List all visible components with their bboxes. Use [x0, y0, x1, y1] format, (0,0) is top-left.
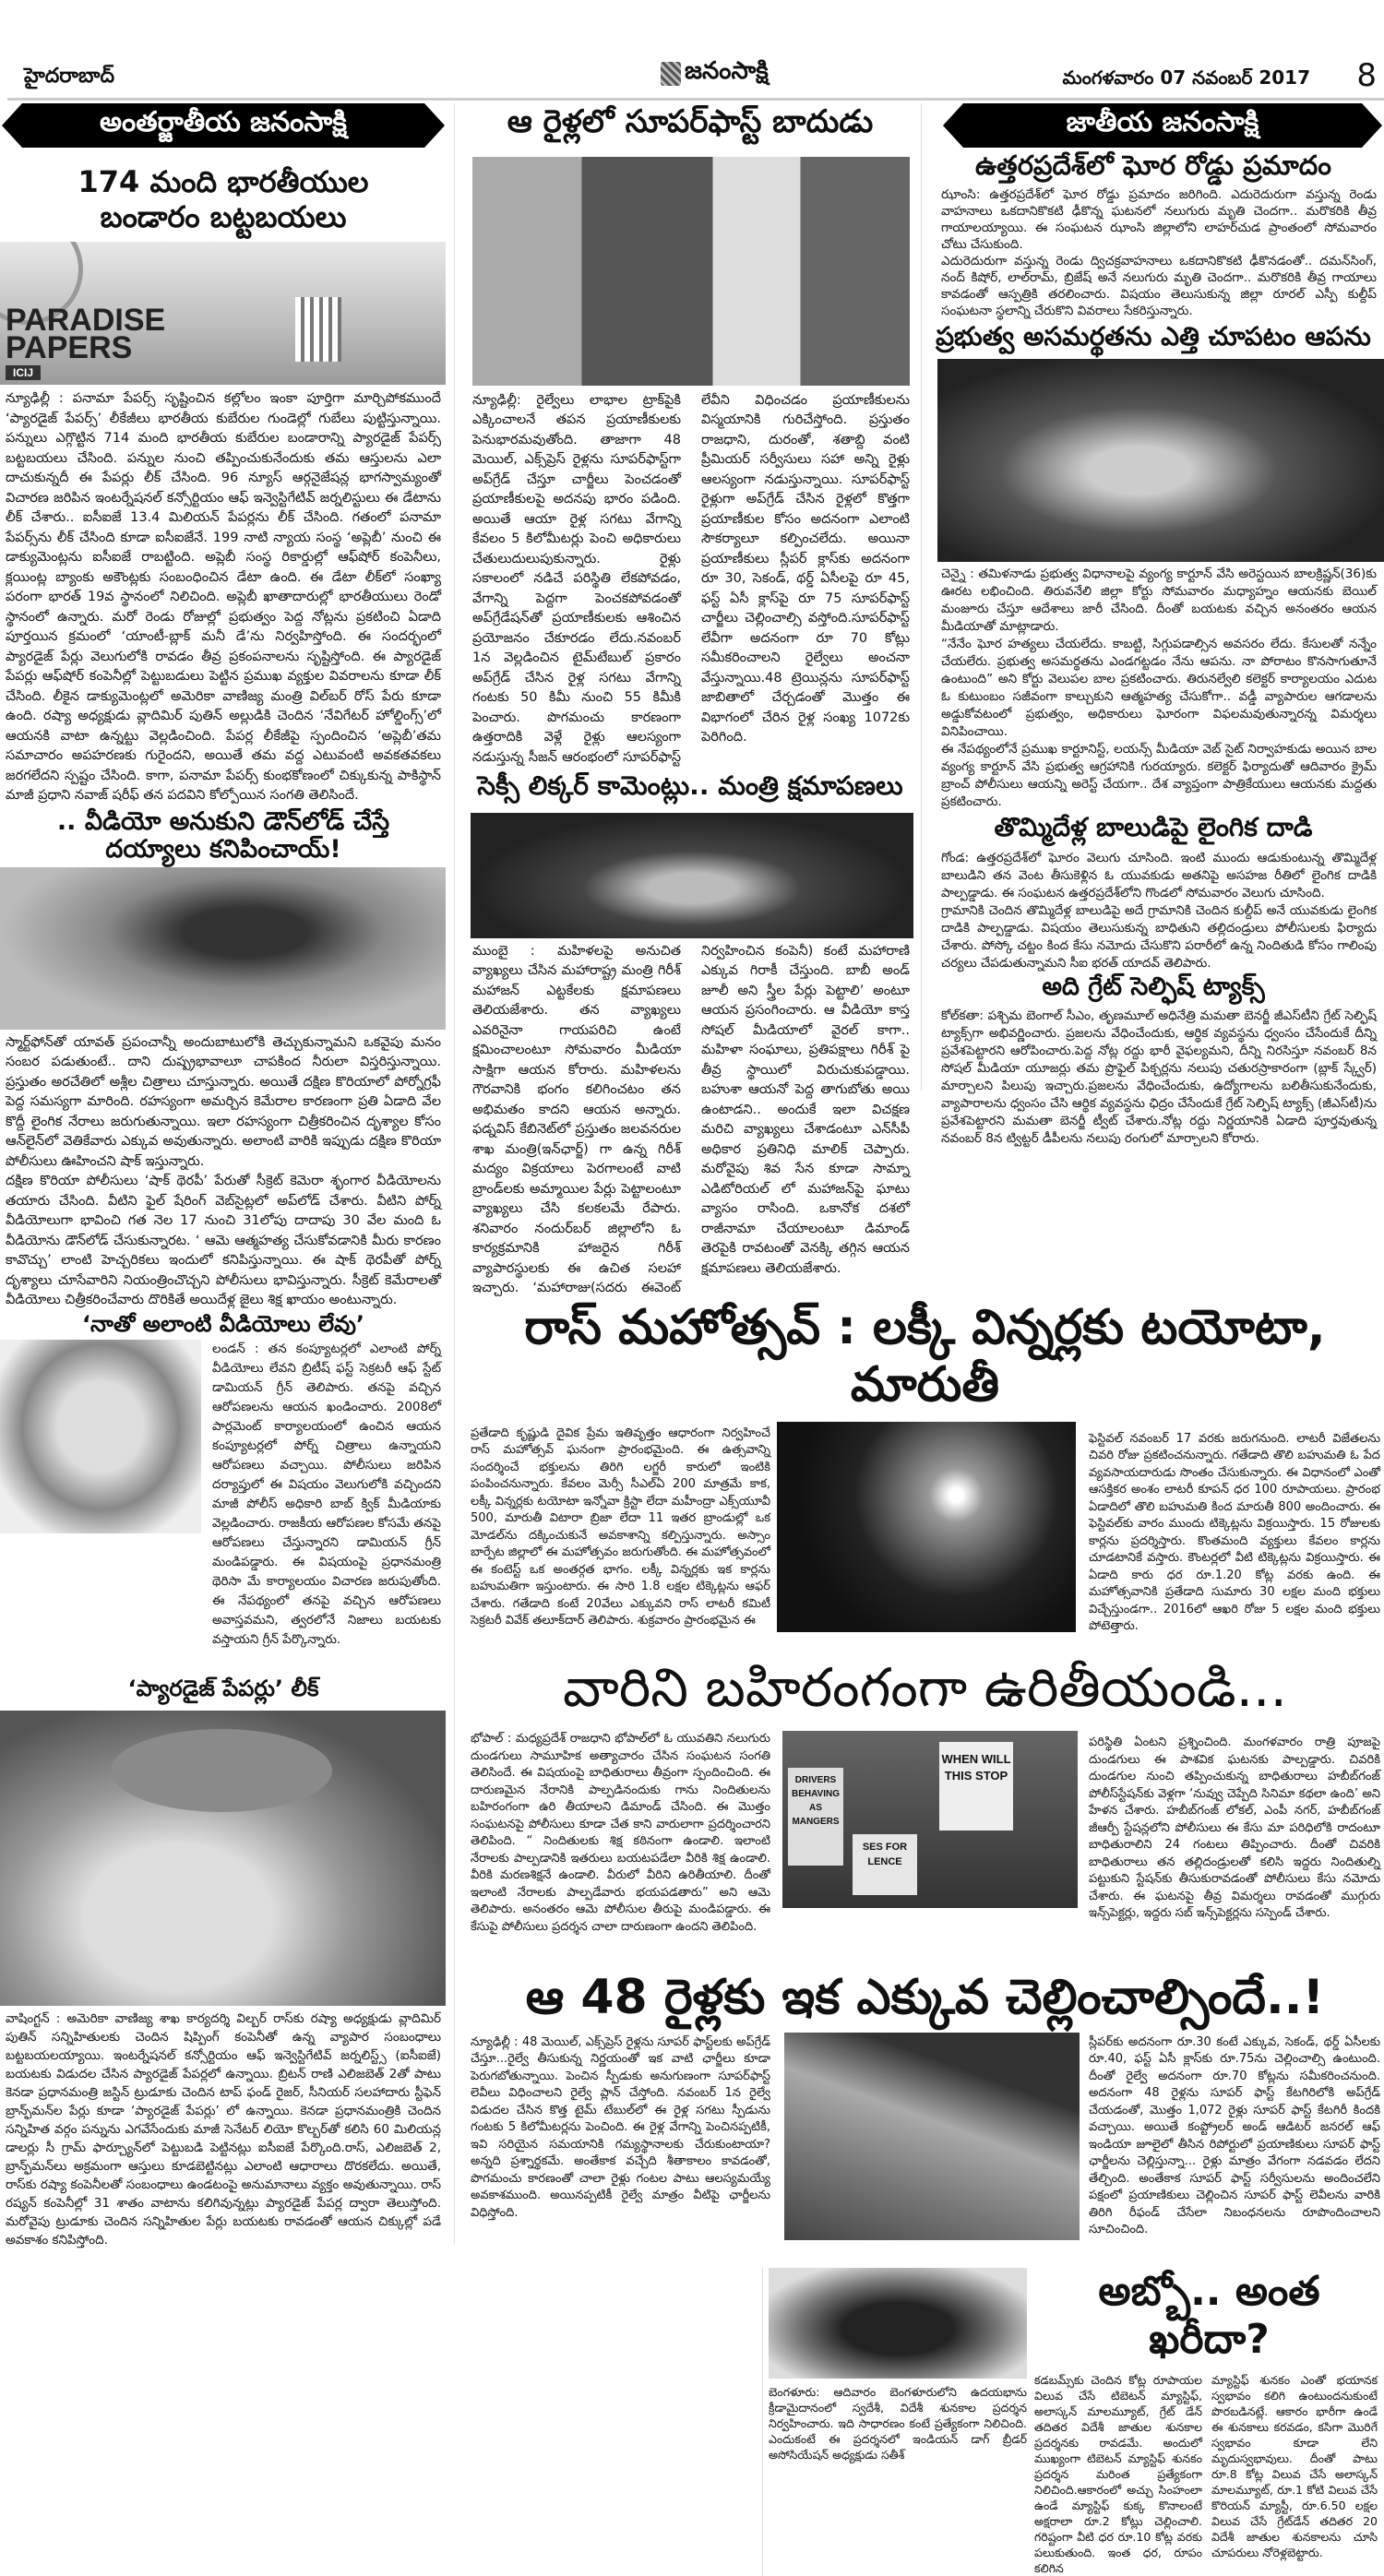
article-body-fare-left: న్యూఢిల్లీ : 48 మెయిల్‌, ఎక్స్‌ప్రెస్‌ రైళ్లను సూపర్‌ ఫాస్ట్‌లకు అప్‌గ్రేడ్‌ చేస్తూ...రైల్వే తీసుకున్న నిర్ణయంతో ఇక వాటి ఛార్జీలు కూడా పెరుగబోతున్నాయి. పెంచిన స్పీడుకు అనుగుణంగా సూపర్‌ఫాస్ట్‌ లెవీలు విధించాలని రైల్వే ప్లాన్‌ చేస్తోంది. నవంబర్‌ 1న రైల్వే విడుదల చేసిన కొత్త టైమ్‌ టేబుల్‌లో ఈ రైళ్ల సగటు స్పీడును గంటకు 5 కిలోమీటర్లను పెంచింది. ఈ రైళ్ల వేగాన్ని పెంచినప్పటికీ, ఇవి సరియైన సమయానికి గమ్యస్థానాలకు చేరుకుంటాయా? అన్నది ప్రశ్నార్థకమే. అంతేకాక వచ్చేది శీతాకాలం కావడంతో, పొగమంచు కారణంతో చాలా రైళ్లు గంటల పాటు ఆలస్యమయ్యే అవకాశముంది. అయినప్పటికీ రైల్వే మాత్రం వీటిపై ఛార్జీలను విధిస్తోంది.: [471, 2034, 770, 2220]
paradise-papers-image: [0, 242, 446, 385]
train-coach-image: [784, 2033, 1080, 2240]
ras-article-row: [466, 1422, 1384, 1636]
article-body-ras-left: ప్రతేడాది కృష్ణుడి దైవిక ప్రేమ ఇతివృత్తం ఆధారంగా నిర్వహించే రాస్‌ మహోత్సవ్‌ ఘనంగా ప్రారంభమైంది. ఈ ఉత్సవాన్ని సందర్శించే భక్తులను తిరిగి లగ్జరీ కారులో ఇంటికి పంపించనున్నారు. కేవలం మెర్సీ సీఎల్‌ఏ 200 మాత్రమే కాక, లక్కీ విన్నర్లకు టయోటా ఇన్నోవా క్రిస్టా లేదా మహీంద్రా ఎక్స్‌యూవీ 500, మారుతీ విటారా బ్రిజా లేదా 11 ఇతర బ్రాండుల్లో ఒక మోడల్‌ను దక్కించుకునే అవకాశాన్ని కల్పిస్తున్నారు. అస్సాం బార్పేట జిల్లాలో ఈ మహోత్సవం జరుగుతోంది. ఈ మహోత్సవంలో ఈ కంటెస్ట్‌ ఒక అంతర్గత భాగం. లక్కీ విన్నర్లకు ఇక కార్లను బహుమతిగా ఇస్తుంటారు. ఈ సారి 1.8 లక్షల టిక్కెట్లను ఆఫర్‌ చేశారు. గతేడాది కంటే 20వేలు ఎక్కువని రాస్‌ లాటరీ కమిటీ సెక్రటరీ వివేక్‌ తలూక్‌దార్‌ తెలిపారు. శుక్రవారం ప్రారంభమైన ఈ: [471, 1425, 770, 1628]
article-body-cartoonist: [941, 566, 1377, 811]
paragraph: స్మార్ట్‌ఫోన్‌తో యావత్‌ ప్రపంచాన్నీ అందుబాటులోకి తెచ్చుకున్నామని ఒకవైపు మనం సంబర పడుతుంటే.. దాని దుష్ప్రభావాలూ చాపకింద నీరులా విస్తరిస్తున్నాయి. ప్రస్తుతం అరచేతిలో అశ్లీల చిత్రాలు చూస్తున్నారు. అయితే దక్షిణ కొరియాలో పోర్నోగ్రఫీ పెద్ద సమస్యగా మారింది. రహస్యంగా అమర్చిన కెమేరాల కారణంగా ప్రతి ఏడాది వేల కొద్దీ లైంగిక నేరాలు జరుగుతున్నాయి. ఇలా రహస్యంగా చిత్రీకరించిన దృశ్యాల కోసం ఆన్‌లైన్‌లో వెతికేవారు ఎక్కువ అవుతున్నారు. అలాంటి వారికి ఇప్పుడు దక్షిణ కొరియా పోలీసులు ఊహించని షాక్‌ ఇస్తున్నారు.: [6, 1034, 441, 1169]
headline-hang-them: వారిని బహిరంగంగా ఉరితీయండి...: [563, 1655, 1287, 1719]
article-body-boy-assault: [941, 850, 1377, 972]
beach-chair-icon: [295, 297, 341, 362]
headline-cartoonist: ప్రభుత్వ అసమర్థతను ఎత్తి చూపటం ఆపను: [936, 320, 1371, 352]
protest-sign: WHEN WILL THIS STOP: [939, 1742, 1013, 1831]
headline-video: [0, 808, 447, 864]
masthead: [661, 57, 769, 90]
video-still-image: [0, 867, 446, 1030]
article-body-hang-right: పరిస్థితి ఏంటని ప్రశ్నించింది. మంగళవారం రాత్రి పూజపై దుండగులు ఈ పాశవిక ఘటనకు పాల్పడ్డారు. చివరికి దుండగుల నుంచి తప్పించుకున్న బాధితురాలు హబీబ్‌గంజ్‌ పోలీస్‌స్టేషన్‌కు వెళ్లగా ‘నువ్వు చెప్పేది సినిమా కథలా ఉంది’ అని హేళన చేశారు. హబీబ్‌గంజ్‌ లోకల్‌, ఎంపీ నగర్‌, హబీబ్‌గంజ్‌ జీఆర్పీ స్టేషన్లలోని పోలీసులు ఈ కేసు మా పరిధిలోకి రాదంటూ బాధితురాలిని 24 గంటలు తిప్పించారు. దీంతో చివరికి బాధితురాలు తన తల్లిదండ్రులతో కలిసి ఇద్దరు నిందితుల్ని పట్టుకుని స్టేషన్‌కు తీసుకురావడంతో పోలీసులు కేసు నమోదు చేశారు. ఈ ఘటనపై తీవ్ర విమర్శలు రావడంతో ముగ్గురు ఇన్స్‌పెక్టర్లు, ఇద్దరు సబ్‌ ఇన్స్‌పెక్టర్లను సస్పెండ్‌ చేశారు.: [1089, 1735, 1380, 1921]
cartoonist-bala-photo: [937, 359, 1384, 562]
headline-line: దయ్యాలు కనిపించాయ్‌!: [105, 834, 341, 864]
logo-line: PARADISE: [6, 303, 166, 338]
article-body-accident: [941, 186, 1377, 319]
headline-accident: ఉత్తరప్రదేశ్‌లో ఘోర రోడ్డు ప్రమాదం: [975, 149, 1331, 181]
top-columns: [466, 103, 1384, 1299]
article-body-superfast: న్యూఢిల్లీ: రైల్వేలు లాభాల ట్రాక్‌పైకి ఎక్కించాలనే తపన ప్రయాణీకులకు పెనుభారమవుతోంది. తాజాగా 48 మెయిల్‌, ఎక్స్‌ప్రెస్‌ రైళ్లను సూపర్‌ఫాస్ట్‌గా అప్‌గ్రేడ్‌ చేస్తూ చార్జీలు పెంచడంతో ప్రయాణీకులపై అదనపు భారం పడింది. అయితే ఆయా రైళ్ల సగటు వేగాన్ని కేవలం 5 కిలోమీటర్లు పెంచి అధికారులు చేతులుదులుపుకున్నారు. రైళ్లు సకాలంలో నడిచే పరిస్థితి లేకపోవడం, వేగాన్ని పెద్దగా పెంచకపోవడంతో అప్‌గ్రేడేషన్‌తో ప్రయాణీకులకు ఆశించిన ప్రయోజనం చేకూరడం లేదు.నవంబర్‌ 1న వెల్లడించిన టైమ్‌టేబుల్‌ ప్రకారం అప్‌గ్రేడ్‌ చేసిన రైళ్ల సగటు వేగాన్ని గంటకు 50 కిమీ నుంచి 55 కిమీకి పెంచారు. పొగమంచు కారణంగా ఉత్తరాదికి వెళ్లే రైళ్లు ఆలస్యంగా నడుస్తున్న సీజన్‌ ఆరంభంలో సూపర్‌ఫాస్ట్‌ లేవీని విధించడం ప్రయాణీకులను విస్మయానికి గురిచేస్తోంది. ప్రస్తుతం రాజధాని, దురంతో, శతాబ్ది వంటి ప్రీమియర్‌ సర్వీసులు సహా అన్ని రైళ్లు ఆలస్యంగా నడుస్తున్నాయి. సూపర్‌ఫాస్ట్‌ రైళ్లుగా అప్‌గ్రేడ్‌ చేసిన రైళ్లలో కొత్తగా ప్రయాణీకుల కోసం అదనంగా ఎలాంటి సౌకర్యాలూ కల్పించలేదు. అయినా ప్రయాణీకులు స్లీపర్‌ క్లాస్‌కు అదనంగా రూ 30, సెకండ్‌, థర్డ్‌ ఏసీలపై రూ 45, ఫస్ట్‌ ఏసీ క్లాస్‌పై రూ 75 సూపర్‌ఫాస్ట్‌ చార్జీలు చెల్లించాల్సి వస్తోంది.సూపర్‌ఫాస్ట్‌ లేవీగా అదనంగా రూ 70 కోట్లు సమీకరించాలని రైల్వేలు అంచనా వేస్తున్నాయి.48 ట్రెయిన్లను సూపర్‌ఫాస్ట్‌ జాబితాలో చేర్చడంతో మొత్తం ఈ విభాగంలో చేరిన రైళ్ల సంఖ్య 1072కు పెరిగింది.: [472, 392, 910, 765]
page-number: 8: [1356, 57, 1377, 94]
left-column: [0, 103, 447, 2249]
article-body-gst: కోల్‌కతా: పశ్చిమ బెంగాల్‌ సీఎం, తృణమూల్‌ అధినేత్రి మమతా బెనర్జీ జీఎస్‌టీని గ్రేట్‌ సెల్ఫిష్‌ ట్యాక్స్‌గా అభివర్ణించారు. ప్రజలను వేధించేందుకు, ఆర్థిక వ్యవస్థను ధ్వంసం చేసేందుకే దీన్ని ప్రవేశపెట్టారని ఆరోపించారు.పెద్ద నోట్ల రద్దు భారీ వైఫల్యమని, దీన్ని నిరసిస్తూ నవంబర్‌ 8న సోషల్‌ మీడియా యూజర్లు తమ ప్రొఫైల్‌ పిక్చర్లను నలుపు చతురస్రాకారంగా (బ్లాక్‌ స్క్వేర్‌) మార్చాలని పిలుపు ఇచ్చారు.ప్రజలను వేధించేందుకు, ఉద్యోగాలను బలితీసుకునేందుకు, వ్యాపారాలను ధ్వంసం చేసి ఆర్థిక వ్యవస్థను ఛిద్రం చేసేందుకే గ్రేట్‌ సెల్ఫిష్‌ ట్యాక్స్‌ (జీఎస్‌టీ)ను ప్రవేశపెట్టారని మమతా బెనర్జీ ట్వీట్‌ చేశారు.నోట్ల రద్దు నిర్ణయానికి ఏడాది పూర్తవుతున్న నవంబర్‌ 8న ట్విట్టర్‌ డీపీలను నలుపు రంగులో మార్చాలని కోరారు.: [941, 1008, 1377, 1147]
dog-text-row: [1034, 2372, 1384, 2576]
headline-48-trains: ఆ 48 రైళ్లకు ఇక ఎక్కువ చెల్లించాల్సిందే..!: [525, 1970, 1325, 2026]
paragraph: గోండ: ఉత్తరప్రదేశ్‌లో ఘోరం వెలుగు చూసింది. ఇంటి ముందు ఆడుకుంటున్న తొమ్మిదేళ్ల బాలుడిని తన వెంట తీసుకెళ్లిన ఓ యువకుడు అతనిపై అసహజ రీతిలో లైంగిక దాడికి పాల్పడ్డాడు. ఈ సంఘటన ఉత్తరప్రదేశ్‌లోని గొండలో సోమవారం వెలుగు చూసింది.: [941, 850, 1377, 900]
city-label: హైదరాబాద్: [24, 65, 114, 88]
icij-badge: ICIJ: [6, 365, 41, 380]
issue-date: మంగళవారం 07 నవంబర్ 2017: [1062, 66, 1310, 89]
headline-gst: అది గ్రేట్‌ సెల్ఫిష్‌ ట్యాక్స్‌: [1042, 972, 1265, 1001]
protest-sign: DRIVERS BEHAVING AS MANGERS: [788, 1768, 843, 1866]
article-body-paradise: న్యూఢిల్లీ : పనామా పేపర్స్‌ సృష్టించిన కల్లోలం ఇంకా పూర్తిగా మార్చిపోకముందే ‘ప్యారడైజ్‌ పేపర్స్‌’ లీకేజీలు భారతీయ కుబేరుల గుండెల్లో గుబేలు పుట్టిస్తున్నాయి. పన్నులు ఎగ్గొట్టిన 714 మంది భారతీయ కుబేరుల బండారాన్ని ప్యారడైజ్‌ పేపర్స్‌ బట్టబయలు చేసింది. పన్నుల నుంచి తప్పించుకునేందుకు తమ ఆస్తులను ఎలా దాచుకున్నదీ ఈ పేపర్లు లీక్‌ చేసింది. 96 న్యూస్‌ ఆర్గనైజేషన్ల భాగస్వామ్యంతో విచారణ జరిపిన ఇంటర్నేషనల్‌ కన్సోర్టియం ఆఫ్‌ ఇన్వెస్టిగేటివ్‌ జర్నలిస్టులు ఈ డేటాను లీక్‌ చేశారు.. ఐసీఐజే 13.4 మిలియన్‌ పేపర్లను లీక్‌ చేసింది. గతంలో పనామా పేపర్స్‌ను లీక్‌ చేసింది కూడా ఐసీఐజేనే. 199 నాటి న్యాయ సంస్థ ‘అప్లెబీ’ నుంచి ఈ డాక్యుమెంట్లను ఐసీఐజే రాబట్టింది. అప్లెబీ సంస్థ రికార్డుల్లో ఆఫ్‌షోర్‌ కంపెనీలు, క్లయింట్ల బ్యాంకు అకౌంట్లకు సంబంధించిన డేటా ఉంది. ఈ డేటా లీక్‌లో సంఖ్యా పరంగా భారత్‌ 19వ స్థానంలో నిలిచింది. అప్లెబీ ఖాతాదారుల్లో భారతీయులు రెండో స్థానంలో ఉన్నారు. మరో రెండు రోజుల్లో ప్రభుత్వం పెద్ద నోట్లను ప్రకటించి ఏడాది పూర్తయిన క్రమంలో ‘యాంటీ-బ్లాక్‌ మనీ డే’ను నిర్వహిస్తోంది. ఈ సందర్భంలో ప్యారడైజ్‌ పేర్లు వెలుగులోకి రావడం తీవ్ర ప్రకంపనాలను సృష్టిస్తోంది. ఈ ప్యారడైజ్‌ పేపర్లు ఆఫ్‌షోర్‌ కంపెనీల్లో పెట్టుబడులు పెట్టిన ప్రముఖ వ్యక్తుల వివరాలను కూడా లీక్‌ చేసింది. లీకైన డాక్యుమెంట్లలో అమెరికా వాణిజ్య మంత్రి విల్‌బర్‌ రోస్‌ పేరు కూడా ఉంది. రష్యా అధ్యక్షుడు వ్లాదిమిర్‌ పుతిన్‌ అల్లుడికి చెందిన ‘నేవిగేటర్‌ హోల్డింగ్స్‌’లో ఆయనకి వాటా ఉన్నట్టు వెల్లడించింది. పేపర్ల లీకేజీపై స్పందించిన ‘అప్లెబీ’తమ సమాచారం అపహరణకు గురైందని, అయితే తమ వద్ద ఎటువంటి అవకతవకలు జరగలేదని స్పష్టం చేసింది. కాగా, పనామా పేపర్స్‌ కుంభకోణంలో చిక్కుకున్న పాకిస్థాన్‌ మాజీ ప్రధాని నవాజ్‌ షరీఫ్‌ తన పదవిని కోల్పోయిన సంగతి తెలిసిందే.: [6, 391, 441, 803]
paradise-papers-logo: [6, 303, 166, 365]
hat-shape: [111, 1729, 332, 1812]
article-body-dog-middle: కడబమ్స్‌కు చెందిన కోట్ల రూపాయల విలువ చేసే టిబెటన్‌ మ్యాస్టిఫ్‌, అలాస్కన్‌ మాలమ్యూట్‌, గ్రేట్‌ డేన్‌ తదితర విదేశీ జాతుల శునకాల ప్రదర్శనకు రావడమే. అందులో ముఖ్యంగా టిబెటన్‌ మ్యాస్టిఫ్‌ శునకం ప్రదర్శన మరింత ప్రత్యేకంగా నిలిచింది.ఆకారంలో అచ్చు సింహంలా ఉండే మ్యాస్టిఫ్‌ కుక్క కొనాలంటే అక్షరాలా రూ.2 కోట్లు చెల్లించాలి. గరిష్టంగా వీటి ధర రూ.10 కోట్ల వరకు పలుకుతుంది. ఇంత ధర, రూపం కలిగిన: [1034, 2373, 1202, 2576]
headline-boy-assault: తొమ్మిదేళ్ల బాలుడిపై లైంగిక దాడి: [994, 812, 1313, 843]
queen-elizabeth-image: [0, 1711, 446, 2006]
paragraph: ఈ నేపథ్యంలోనే ప్రముఖ కార్టూనిస్ట్‌, లయన్స్‌ మీడియా వెబ్‌ సైట్‌ నిర్వాహకుడు అయిన బాల వ్యంగ్య కార్టూన్‌ వేసి ప్రభుత్వ ఆగ్రహానికి గురయ్యారు. కలెక్టర్‌ ఫిర్యాదుతో ఆదివారం క్రైమ్‌ బ్రాంచ్‌ పోలీసులు ఆయన్ని అరెస్ట్‌ చేయగా.. దేశ వ్యాప్తంగా పాత్రికేయులు ఆయనకు మద్దతు ప్రకటించారు.: [941, 742, 1377, 810]
crowded-platform-image: [472, 157, 910, 386]
headline-line: 174 మంది భారతీయుల: [78, 164, 369, 199]
column-divider: [454, 103, 455, 2244]
dog-right-column: [1034, 2268, 1384, 2576]
section-banner-national: జాతీయ జనంసాక్షి: [963, 103, 1362, 148]
header-rule: [7, 98, 1384, 101]
paragraph: “నేనేం ఘోర హత్యలు చేయలేదు. కాబట్టి, సిగ్గుపడాల్సిన అవసరం లేదు. కేసులతో నన్నేం చేయలేరు. ప్రభుత్వ అసమర్థతను ఎండగట్టడం నేను ఆపను. నా పోరాటం కొనసాగుతూనే ఉంటుంది” అని కోర్టు వెలుపల బాల ప్రకటించారు. తిరునల్వేలి కలెక్టర్‌ కార్యాలయం ఎదుట ఓ కుటుంబం సజీవంగా కాల్చుకుని ఆత్మహత్య చేసుకోగా.. వడ్డీ వ్యాపారుల ఆగడాలను అడ్డుకోవటంలో ప్రభుత్వం, అధికారులు ఘోరంగా విఫలమవుతున్నారన్న విమర్శలు వినిపించాయి.: [941, 637, 1377, 740]
masthead-title: జనంసాక్షి: [685, 57, 769, 85]
article-body-video: [6, 1033, 441, 1311]
article-body-dog-left: బెంగళూరు: ఆదివారం బెంగళూరులోని ఉదయభాను క్రీడామైదానంలో స్వదేశీ, విదేశీ శునకాల ప్రదర్శన నిర్వహించారు. ఇది సాధారణం కంటే ప్రత్యేకంగా నిలిచింది. ఎందుకంటే ఈ ప్రదర్శనలో ఇండియన్‌ డాగ్‌ బ్రీడర్‌ అసోసియేషన్‌ అధ్యక్షుడు సతీశ్‌: [769, 2384, 1027, 2462]
headline-liquor: సెక్సీ లిక్కర్‌ కామెంట్లు.. మంత్రి క్షమాపణలు: [477, 770, 903, 802]
paragraph: ఝాంసి: ఉత్తరప్రదేశ్‌లో ఘోర రోడ్డు ప్రమాదం జరిగింది. ఎదురెదురుగా వస్తున్న రెండు వాహనాలు ఒకదానికొకటి ఢీకొన్న ఘటనలో నలుగురు మృతి చెందగా.. మరొకరికి తీవ్ర గాయాలయ్యాయి. ఈ సంఘటన ఝాంసి జిల్లాలోని లాహర్‌చుడ ప్రాంతంలో సోమవారం చోటు చేసుకుంది.: [941, 186, 1377, 252]
headline-ras-mahotsav: రాస్‌ మహోత్సవ్‌ : లక్కీ విన్నర్లకు టయోటా, మారుతీ: [524, 1299, 1326, 1413]
festival-lights-image: [777, 1422, 1076, 1632]
headline-paradise: [0, 164, 447, 234]
paragraph: చెన్నై : తమిళనాడు ప్రభుత్వ విధానాలపై వ్యంగ్య కార్టూన్‌ వేసి అరెస్టయిన బాలక్రిష్ణన్‌(36)కు ఊరట లభించింది. తిరువనేలి జిల్లా కోర్టు సోమవారం మధ్యాహ్నం ఆయనకు బెయిల్‌ మంజూరు చేస్తూ ఆదేశాలు జారీ చేసింది. దీంతో బయటకు వచ్చిన అనంతరం ఆయన మీడియాతో మాట్లాడారు.: [941, 566, 1377, 635]
protest-sign: SES FOR LENCE: [853, 1834, 917, 1895]
paragraph: ఎదురెదురుగా వస్తున్న రెండు ద్విచక్రవాహనాలు ఒకదానికొకటి ఢీకొనడంతో.. దమన్‌సింగ్‌, నంద్‌ కిషోర్‌, లాల్‌రామ్‌, బ్రిజేష్‌ అనే నలుగురు మృతి చెందగా.. మరొకరికి తీవ్ర గాయాలు కావడంతో ఆస్పత్రికి తరలించారు. విషయం తెలుసుకున్న జిల్లా రూరల్‌ ఎస్పీ కుల్దీప్‌ సంఘటనా స్థలాన్ని చేరుకొని వివరాలు సేకరిస్తున్నారు.: [941, 253, 1377, 318]
article-body-ras-right: ఫెస్టివల్‌ నవంబర్‌ 17 వరకు జరుగనుంది. లాటరీ విజేతలను చివరి రోజు ప్రకటించనున్నారు. గతేడాది తొలి బహుమతి ఓ పేద వ్యవసాయదారుడు సొంతం చేసుకున్నారు. ఈ విధానంలో ఎంతో ఆసక్తికర అంశం లాటరీ కూపన్‌ ధర 100 రూపాయలు. ప్రారంభ ఏడాదిలో తొలి బహుమతి కింద మారుతీ 800 అందించారు. ఈ ఫెస్టివల్‌కు వారం ముందు టిక్కెట్లను విక్రయిస్తారు. 15 రోజులకు కార్లను ప్రదర్శిస్తారు. కొంతమంది వ్యక్తులు కేవలం కార్లను చూడటానికే వస్తారు. కౌంటర్లలో వీటి టిక్కెట్లను విక్రయిస్తారు. ఈ ఏడాది కారు ధర రూ.1.20 కోట్ల వరకు ఉంది. ఈ మహోత్సవానికి ప్రతేడాది సుమారు 30 లక్షల మంది భక్తులు విచ్చేస్తుండగా.. 2016లో ఆఖరి రోజు 5 లక్షల మంది భక్తులు పోటెత్తారు.: [1089, 1431, 1380, 1634]
paragraph: గ్రామానికి చెందిన తొమ్మిదేళ్ల బాలుడిపై అదే గ్రామానికి చెందిన కుల్దీప్‌ అనే యువకుడు లైంగిక దాడికి పాల్పడ్డాడు. విషయం తెలుసుకున్న బాధితుని తల్లిదండ్రులు పోలీసులకు ఫిర్యాదు చేశారు. పోస్కో చట్టం కింద కేసు నమోదు చేసుకొని పరారీలో ఉన్న నిందితుడి కోసం గాలింపు చర్యలు చేపడుతున్నామని సీఐ భరత్‌ యాదవ్‌ తెలిపారు.: [941, 902, 1377, 971]
headline-expensive-dog: అబ్బో.. అంత ఖరీదా?: [1098, 2267, 1320, 2364]
dog-left-column: [769, 2268, 1027, 2463]
masthead-logo-icon: [661, 62, 681, 86]
portrait-image-damian-green: [0, 1340, 201, 1533]
article-body-paradise-leak: వాషింగ్టన్‌ : అమెరికా వాణిజ్య శాఖ కార్యదర్శి విల్బర్‌ రాస్‌కు రష్యా అధ్యక్షుడు వ్లాదిమిర్‌ పుతిన్‌ సన్నిహితులకు చెందిన షిప్పింగ్‌ కంపెనీతో ఉన్న వ్యాపార సంబంధాలు బట్టబయలయ్యాయి. ఇంటర్నేషనల్‌ కన్సోర్టియం ఆఫ్‌ ఇన్వెస్టిగేటివ్‌ జర్నలిస్ట్స్‌ (ఐసీఐజే) బయటకు విడుదల చేసిన ప్యారడైజ్‌ పేపర్లలో ఉన్నాయి. బ్రిటన్‌ రాణి ఎలిజబెత్‌ 2తో పాటు కెనడా ప్రధానమంత్రి జస్టిన్‌ ట్రుడూకు చెందిన టాప్‌ ఫండ్‌ రైజర్‌, సీనియర్‌ సలహాదారు స్టీఫెన్‌ బ్రాన్ఫ్‌మన్‌ల పేర్లు కూడా ‘ప్యారడైజ్‌ పేపర్లు’ లో ఉన్నాయి. కెనడా ప్రధానమంత్రికి చెందిన సన్నిహిత వర్గం పన్నును ఎగవేసేందుకు మాజీ సెనేటర్‌ లియో కొల్బర్‌తో కలిసి 60 మిలియన్ల డాలర్లు సీ గ్రామ్‌ ఫార్చ్యూన్‌లో పెట్టుబడి పెట్టినట్లు ఐసీఐజే పేర్కొంది.రాస్‌, ఎలిజబెత్‌ 2, బ్రాన్ఫ్‌మన్‌లు అక్రమంగా ఆస్తులు కూడబెట్టినట్లు ఎలాంటి ఆధారాలు దొరకలేదు. అయితే, రాస్‌కు రష్యా కంపెనీలతో సంబంధాలు ఉండటంపై అనుమానాలు వ్యక్తం అవుతున్నాయి. రాస్‌ రష్యన్‌ కంపెనీల్లో 31 శాతం వాటాను కలిగివున్నట్లు ప్యారడైజ్‌ పేపర్ల ద్వారా తెలుస్తోంది. మరోవైపు ట్రుడూకు చెందిన సన్నిహితుల పేర్లు బయటకు రావడంతో ఆయన చిక్కుల్లో పడే అవకాశం కనిపిస్తోంది.: [6, 2011, 441, 2248]
fare-article-row: [466, 2033, 1384, 2240]
dog-article: [762, 2268, 1384, 2576]
middle-column: [466, 103, 914, 1299]
article-body-dog-right: మ్యాస్టిఫ్‌ శునకం ఎంతో భయానక స్వభావం కలిగి ఉంటుందనుకుంటే పొరబడినట్లే. ఆకారం భారీగా ఉండే ఈ శునకాలు కరవడం, కసిగా మొరిగే స్వభావం కూడా లేని మృదుస్వభావులు. దీంతో పాటు రూ.8 కోట్ల విలువ చేసే అలాస్కన్‌ మాలమ్యూట్‌, రూ.1 కోటి విలువ చేసే కొరియన్‌ మ్యాస్టీ, రూ.6.50 లక్షల విలువ చేసే గ్రేట్‌డేన్‌ తదితర 20 విదేశీ జాతుల శునకాలను చూసి చూపరులు నోరెళ్లబెట్టారు.: [1211, 2373, 1378, 2560]
article-body-liquor: ముంబై : మహిళలపై అనుచిత వ్యాఖ్యలు చేసిన మహారాష్ట్ర మంత్రి గిరీశ్‌ మహాజన్‌ ఎట్టకేలకు క్షమాపణలు తెలియజేశారు. తన వ్యాఖ్యలు ఎవరినైనా గాయపరిచి ఉంటే క్షమించాలంటూ సోమవారం మీడియా సాక్షిగా ఆయన కోరారు. మహిళలను గౌరవానికి భంగం కలిగించటం తన అభిమతం కాదని ఆయన అన్నారు. ఫడ్నవిస్‌ కేబినెట్‌లో ప్రస్తుతం జలవనరుల శాఖ మంత్రి(ఇన్‌ఛార్జ్‌) గా ఉన్న గిరీశ్‌ మద్యం విక్రయాలు పెరగాలంటే వాటి బ్రాండ్‌లకు అమ్మాయిల పేర్లు పెట్టాలంటూ వ్యాఖ్యలు చేసి కలకలమే రేపారు. శనివారం నందుర్‌బర్‌ జిల్లాలోని ఓ కార్యక్రమానికి హాజరైన గిరీశ్‌ వ్యాపారస్థులకు ఈ ఉచిత సలహా ఇచ్చారు. ‘మహారాజు(సదరు ఈవెంట్‌ నిర్వహించిన కంపెనీ) కంటే మహారాణి ఎక్కువ గిరాకీ చేస్తుంది. బాబీ అండ్‌ జూలీ అని స్త్రీల పేర్లు పెట్టాలి’ అంటూ ఆయన ప్రసంగించారు. ఆ వీడియో కాస్త సోషల్‌ మీడియాలో వైరల్‌ కాగా.. మహిళా సంఘాలు, ప్రతిపక్షాలు గిరీశ్‌ పై తీవ్ర స్థాయిలో విరుచుకుపడ్డాయి. బహుశా ఆయనో పెద్ద తాగుబోతు అయి ఉంటాడని.. అందుకే ఇలా విచక్షణ మరిచి వ్యాఖ్యలు చేశాడంటూ ఎన్‌సీపీ అధికార ప్రతినిధి మాలిక్‌ చెప్పారు. మరోవైపు శివ సేన కూడా సామ్నా ఎడిటోరియల్‌ లో మహాజన్‌పై ఘాటు వ్యాసం రాసింది. ఒకానోక దశలో రాజీనామా చేయాలంటూ డిమాండ్‌ తెరపైకి రావటంతో వెనక్కి తగ్గిన ఆయన క్షమాపణలు తెలియజేశారు.: [472, 943, 910, 1296]
headline-paradise-leak: ‘ప్యారడైజ్‌ పేపర్లు’ లీక్‌: [127, 1676, 319, 1702]
article-body-hang-left: భోపాల్‌ : మధ్యప్రదేశ్‌ రాజధాని భోపాల్‌లో ఓ యువతిని నలుగురు దుండగులు సామూహిక అత్యాచారం చేసిన సంఘటన సంగతి తెలిసిందే. ఈ విషయంపై బాధితురాలు తీవ్రంగా స్పందించింది. ఈ దారుణమైన నేరానికి పాల్పడినందుకు గాను నిందితులను బహిరంగంగా ఉరి తీయాలని డిమాండ్‌ చేసింది. ఈ మొత్తం సంఘటనపై పోలీసులు కూడా చేత కాని వారులాగా ప్రదర్శించారని తెలిపింది. “ నిందితులకు శిక్ష కఠినంగా ఉండాలి. ఇలాంటి నేరాలకు పాల్పడానికి ఇతరులు బయటపడేలా వీరికి శిక్ష ఉండాలి. వీరికి మరణశిక్షనే ఉండాలి. వీరులో వీరిని ఉరితీయాలి. దీంతో ఇలాంటి నేరాలకు పాల్పడేవారు భయపడతారు” అని ఆమె తెలిపారు. అనంతరం ఆమె పోలీసుల తీరుపై మండిపడ్డారు. ఈ కేసుపై పోలీసులు ప్రదర్శన చాలా దారుణంగా ఉందని తెలిపింది.: [471, 1732, 770, 1934]
section-banner-international: అంతర్జాతీయ జనంసాక్షి: [22, 103, 424, 148]
right-column: [923, 103, 1384, 1148]
nato-article-row: [0, 1340, 447, 1676]
protest-image: [782, 1731, 1078, 1908]
hang-article-row: [466, 1731, 1384, 1936]
article-body-fare-right: స్లీపర్‌కు అదనంగా రూ.30 కంటే ఎక్కువ, సెకండ్‌, థర్డ్‌ ఏసీలకు రూ.40, ఫస్ట్‌ ఏసీ క్లాస్‌కు రూ.75ను చెల్లించాల్సి ఉంటుంది. దీంతో రైల్వే అదనంగా రూ.70 కోట్లను సమీకరించనుంది. అదనంగా 48 రైళ్లను సూపర్‌ ఫాస్ట్‌ కేటగిరిలోకి అప్‌గ్రేడ్‌ చేయడంతో, మొత్తం 1,072 రైళ్లు సూపర్‌ ఫాస్ట్‌ కేటగిరీ కిందకి వచ్చాయి. అయితే కంప్ట్రోలర్‌ అండ్‌ ఆడిటర్‌ జనరల్‌ ఆఫ్‌ ఇండియా జూలైలో తీసిన రిపోర్టులో ప్రయాణికులు సూపర్‌ ఫాస్ట్‌ ఛార్జీలను చెల్లిస్తున్నా... రైళ్లు మాత్రం వేగంగా నడవడం లేదని తేల్చింది. అంతేకాక సూపర్‌ ఫాస్ట్‌ సర్వీసులను అందించలేని పక్షంలో ప్రయాణికులు చెల్లించిన సూపర్‌ ఫాస్ట్‌ లెవీలను వారికి తిరిగి రీఫండ్‌ చేసేలా నిబంధనలను రూపొందించాలని సూచించింది.: [1089, 2034, 1380, 2237]
headline-line: బండారం బట్టబయలు: [100, 199, 347, 234]
minister-photo: [471, 813, 913, 938]
headline-nato: ‘నాతో అలాంటి వీడియోలు లేవు’: [81, 1310, 365, 1337]
article-body-nato: లండన్‌ : తన కంప్యూటర్లలో ఎలాంటి పోర్న్‌ వీడియోలు లేవని బ్రిటీష్‌ ఫస్ట్‌ సెక్రటరీ ఆఫ్‌ స్టేట్‌ డామియన్‌ గ్రీన్‌ తెలిపారు. తనపై వచ్చిన ఆరోపణలను ఆయన ఖండించారు. 2008లో పార్లమెంట్‌ కార్యాలయంలో ఉంచిన ఆయన కంప్యూటర్లలో పోర్న్‌ చిత్రాలు ఉన్నాయని ఆరోపణలు వచ్చాయి. పోలీసులు జరిపిన దర్యాప్తులో ఈ విషయం వెలుగులోకి వచ్చిందని మాజీ పోలీస్‌ అధికారి బాబ్‌ క్విక్‌ మీడియాకు వెల్లడించారు. రాజకీయ ఆరోపణల కోసమే తనపై ఆరోపణలు చేస్తున్నారని డామియన్‌ గ్రీన్‌ మండిపడ్డారు. ఈ విషయంపై ప్రధానమంత్రి థెరిసా మే కార్యాలయం విచారణ జరుపుతోంది. ఈ నేపథ్యంలో తనపై వచ్చిన ఆరోపణలు అవాస్తవమని, త్వరలోనే నిజాలు బయటకు వస్తాయని గ్రీన్‌ పేర్కొన్నారు.: [212, 1342, 441, 1648]
paragraph: దక్షిణ కొరియా పోలీసులు ‘షాక్‌ థెరపీ’ పేరుతో సీక్రెట్‌ కెమెరా శృంగార వీడియోలను తయారు చేసింది. వీటిని ఫైల్‌ షేరింగ్‌ వెబ్‌సైట్లలో అప్‌లోడ్‌ చేశారు. వీటిని పోర్న్‌ వీడియోలుగా భావించి గత నెల 17 నుంచి 31లోపు దాదాపు 30 వేల మంది ఓ వీడియోను డౌన్‌లోడ్‌ చేసుకున్నారట. ‘ ఆమె ఆత్మహత్య చేసుకోవడానికి మీరు కారణం కావొచ్చు’ లాంటి హెచ్చరికలు ఇందులో కనిపిస్తున్నాయి. ఈ షాక్‌ థెరపీతో పోర్న్‌ దృశ్యాలు చూసేవారిని నియంత్రించొచ్చని పోలీసులు భావిస్తున్నారు. సీక్రెట్‌ కెమేరాలతో వీడియోలు చిత్రీకరించేవారు దొరికితే అయిదేళ్ల జైలు శిక్ష ఖాయం అంటున్నారు.: [6, 1174, 441, 1307]
logo-line: PAPERS: [6, 330, 133, 365]
headline-line: .. వీడియో అనుకుని డౌన్‌లోడ్‌ చేస్తే: [56, 806, 390, 836]
main-area: [466, 103, 1384, 2576]
tibetan-mastiff-image: [769, 2268, 1027, 2379]
headline-superfast: ఆ రైళ్లలో సూపర్‌ఫాస్ట్‌ బాదుడు: [507, 103, 874, 140]
